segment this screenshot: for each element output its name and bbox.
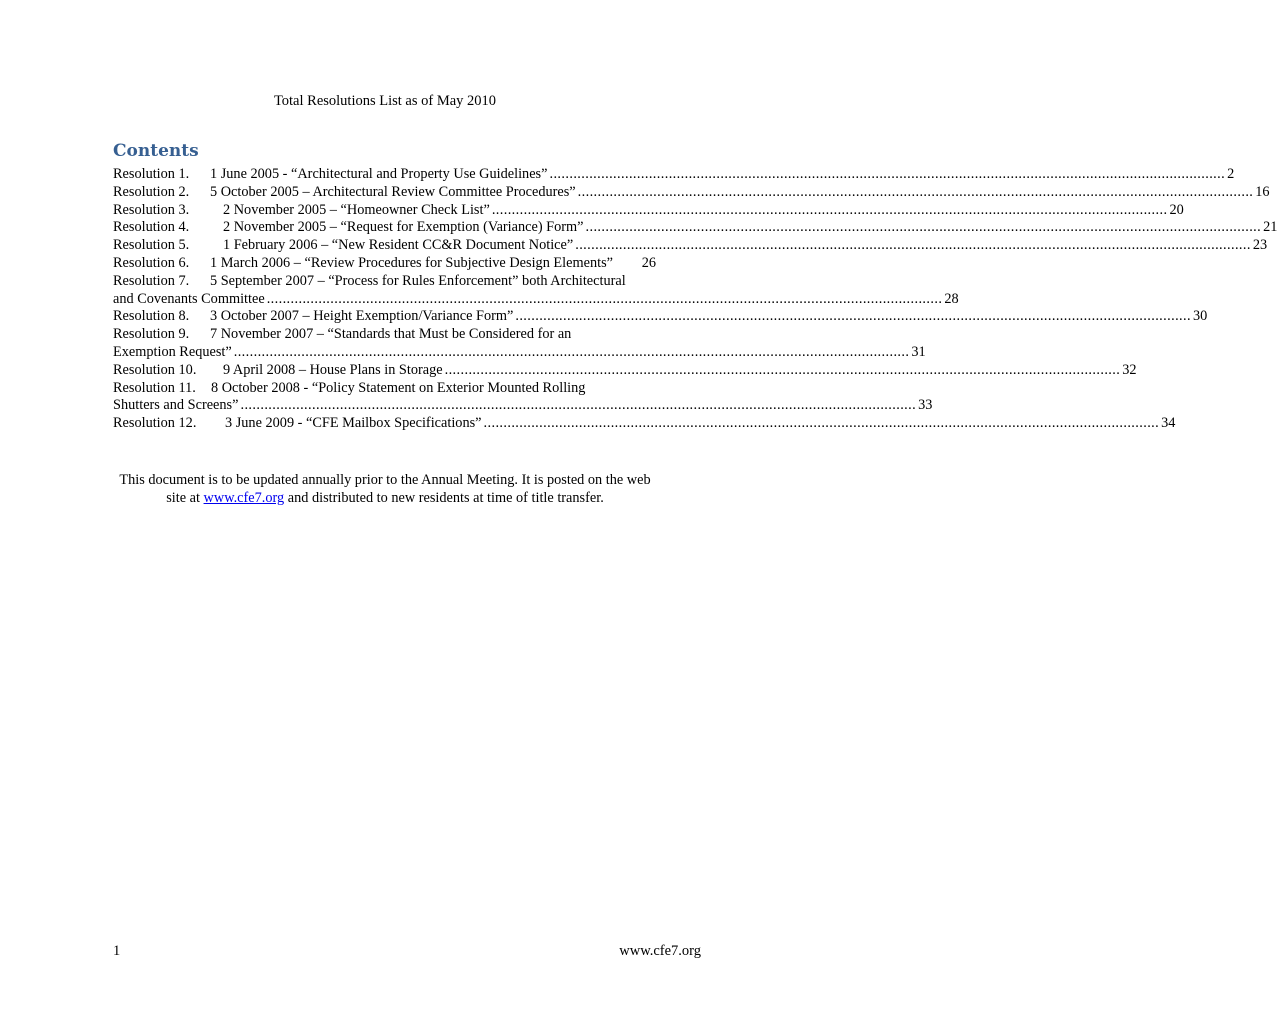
toc-text: 3 October 2007 – Height Exemption/Variance Form” xyxy=(210,308,514,325)
toc-leader-dots xyxy=(586,219,1262,237)
notice-text-before-link: This document is to be updated annually prior to the Annual Meeting. It is posted on the web site at xyxy=(119,472,651,506)
toc-entry-resolution-3[interactable] xyxy=(113,201,1184,220)
toc-text: 1 February 2006 – “New Resident CC&R Document Notice” xyxy=(223,237,574,254)
toc-text: 9 April 2008 – House Plans in Storage xyxy=(223,361,443,378)
toc-page-number: 26 xyxy=(641,254,656,271)
toc-entry-resolution-8[interactable] xyxy=(113,308,1208,326)
toc-text: 7 November 2007 – “Standards that Must be Considered for an xyxy=(210,326,572,343)
toc-label: Resolution 4. xyxy=(113,219,190,236)
toc-text: 2 November 2005 – “Homeowner Check List” xyxy=(223,201,490,218)
toc-page-number: 16 xyxy=(1255,183,1270,200)
footer-website: www.cfe7.org xyxy=(619,943,701,959)
toc-text: 8 October 2008 - “Policy Statement on Exterior Mounted Rolling xyxy=(211,379,586,396)
toc-leader-dots xyxy=(240,397,916,415)
toc-entry-resolution-1[interactable] xyxy=(113,166,1235,184)
toc-page-number: 28 xyxy=(944,290,959,307)
toc-label: Resolution 3. xyxy=(113,201,190,218)
toc-label: Resolution 5. xyxy=(113,237,190,254)
toc-leader-dots xyxy=(445,362,1121,380)
toc-page-number: 34 xyxy=(1161,415,1176,432)
toc-entry-resolution-12[interactable] xyxy=(113,415,1176,433)
toc-entry-resolution-10[interactable] xyxy=(113,361,1137,380)
toc-page-number: 32 xyxy=(1122,361,1137,378)
toc-leader-dots xyxy=(575,237,1251,255)
toc-page-number: 21 xyxy=(1263,219,1277,236)
toc-text: 1 June 2005 - “Architectural and Property Use Guidelines” xyxy=(210,166,548,182)
toc-leader-dots xyxy=(492,202,1168,220)
toc-label: Resolution 1. xyxy=(113,166,190,182)
toc-label: Resolution 11. xyxy=(113,379,196,396)
toc-label: Resolution 8. xyxy=(113,308,190,325)
toc-label: Resolution 9. xyxy=(113,326,190,343)
toc-entry-resolution-5[interactable] xyxy=(113,237,1268,255)
toc-label: Resolution 6. xyxy=(113,254,190,271)
toc-text-continuation: Shutters and Screens” xyxy=(113,397,239,414)
toc-label: Resolution 10. xyxy=(113,361,197,378)
toc-page-number: 2 xyxy=(1227,166,1235,182)
website-link[interactable]: www.cfe7.org xyxy=(203,490,285,506)
toc-leader-dots xyxy=(578,184,1254,202)
toc-entry-resolution-11-continuation[interactable] xyxy=(113,397,933,415)
toc-text: 1 March 2006 – “Review Procedures for Subjective Design Elements” xyxy=(210,254,613,271)
toc-leader-dots xyxy=(267,291,943,309)
toc-entry-resolution-9-continuation[interactable] xyxy=(113,343,926,362)
toc-page-number: 31 xyxy=(911,343,926,360)
document-title: Total Resolutions List as of May 2010 xyxy=(273,93,497,109)
toc-entry-resolution-4[interactable] xyxy=(113,219,1277,237)
toc-entry-resolution-9[interactable] xyxy=(113,326,656,344)
toc-page-number: 23 xyxy=(1252,237,1268,254)
toc-text-continuation: and Covenants Committee xyxy=(113,290,265,307)
toc-label: Resolution 12. xyxy=(113,415,197,432)
toc-label: Resolution 2. xyxy=(113,183,190,200)
toc-text: 5 September 2007 – “Process for Rules Enforcement” both Architectural xyxy=(210,272,626,289)
toc-entry-resolution-7-continuation[interactable] xyxy=(113,290,959,309)
toc-text: 5 October 2005 – Architectural Review Committee Procedures” xyxy=(210,183,576,200)
toc-entry-resolution-11[interactable] xyxy=(113,380,656,398)
toc-page-number: 30 xyxy=(1192,308,1208,325)
contents-heading: Contents xyxy=(113,141,199,161)
update-notice xyxy=(110,471,660,507)
toc-text-continuation: Exemption Request” xyxy=(113,343,232,360)
toc-label: Resolution 7. xyxy=(113,272,190,289)
table-of-contents xyxy=(113,166,1277,433)
toc-leader-dots xyxy=(234,344,910,362)
toc-entry-resolution-7[interactable] xyxy=(113,273,656,291)
toc-leader-dots xyxy=(549,166,1225,184)
toc-entry-resolution-2[interactable] xyxy=(113,183,1270,202)
toc-text: 2 November 2005 – “Request for Exemption (Variance) Form” xyxy=(223,219,584,236)
toc-text: 3 June 2009 - “CFE Mailbox Specifications” xyxy=(225,415,482,432)
toc-leader-dots xyxy=(484,415,1160,433)
toc-page-number: 20 xyxy=(1169,201,1184,218)
toc-page-number: 33 xyxy=(918,397,933,414)
notice-text-after-link: and distributed to new residents at time of title transfer. xyxy=(284,490,604,506)
toc-leader-dots xyxy=(515,308,1191,326)
toc-entry-resolution-6[interactable] xyxy=(113,255,656,273)
page-number: 1 xyxy=(113,943,121,959)
